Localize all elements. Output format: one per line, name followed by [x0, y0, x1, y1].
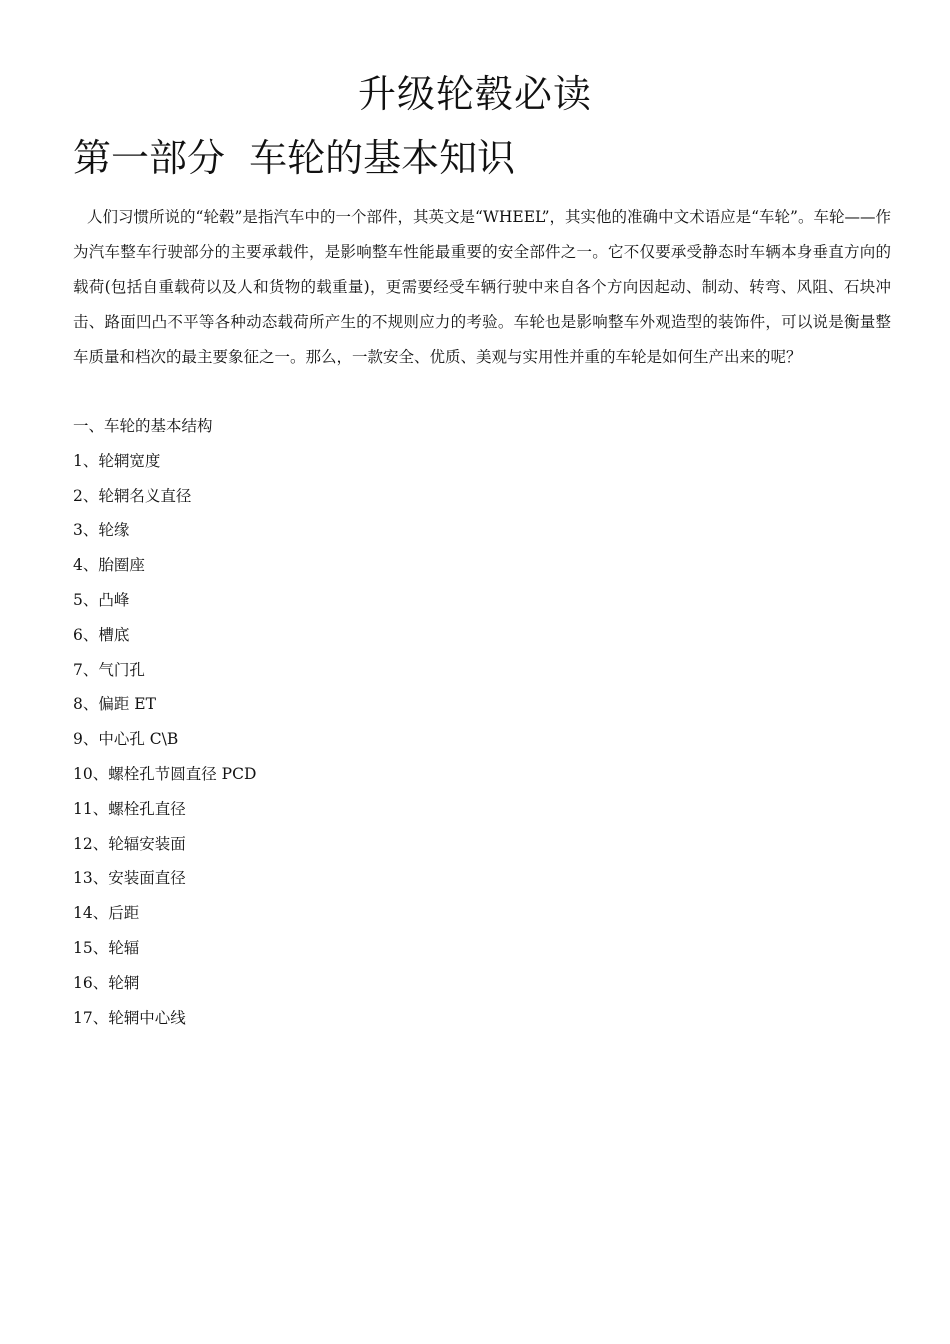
list-item: 6、槽底 — [73, 625, 130, 644]
list-item: 16、轮辋 — [73, 973, 140, 992]
list-item: 9、中心孔 C\B — [73, 730, 179, 749]
list-item: 14、后距 — [73, 904, 140, 923]
list-item: 2、轮辋名义直径 — [73, 486, 192, 505]
list-item: 10、螺栓孔节圆直径 PCD — [73, 764, 257, 783]
list-item: 15、轮辐 — [73, 938, 140, 957]
subsection-heading: 一、车轮的基本结构 — [73, 417, 213, 435]
section-title: 第一部分 车轮的基本知识 — [73, 136, 516, 180]
list-item: 3、轮缘 — [73, 521, 130, 540]
list-item: 8、偏距 ET — [73, 695, 156, 714]
list-item: 1、轮辋宽度 — [73, 451, 161, 470]
list-item: 7、气门孔 — [73, 660, 145, 679]
intro-paragraph: 人们习惯所说的“轮毂”是指汽车中的一个部件，其英文是“WHEEL”，其实他的准确中文术语应是“车轮”。车轮——作为汽车整车行驶部分的主要承载件，是影响整车性能最重要的安全部件之一。它不仅要承受静态时车辆本身垂直方向的载荷(包括自重载荷以及人和货物的载重量)，更需要经受车辆行驶中来自各个方向因起动、制动、转弯、风阻、石块冲击、路面凹凸不平等各种动态载荷所产生的不规则应力的考验。车轮也是影响整车外观造型的装饰件，可以说是衡量整车质量和档次的最主要象征之一。那么，一款安全、优质、美观与实用性并重的车轮是如何生产出来的呢？ — [73, 208, 891, 366]
list-item: 5、凸峰 — [73, 590, 130, 609]
document-title: 升级轮毂必读 — [357, 72, 592, 116]
list-item: 12、轮辐安装面 — [73, 834, 186, 853]
list-item: 17、轮辋中心线 — [73, 1008, 186, 1027]
list-item: 11、螺栓孔直径 — [73, 799, 186, 818]
list-item: 4、胎圈座 — [73, 556, 145, 575]
list-item: 13、安装面直径 — [73, 869, 186, 888]
structure-outline — [73, 409, 256, 1035]
